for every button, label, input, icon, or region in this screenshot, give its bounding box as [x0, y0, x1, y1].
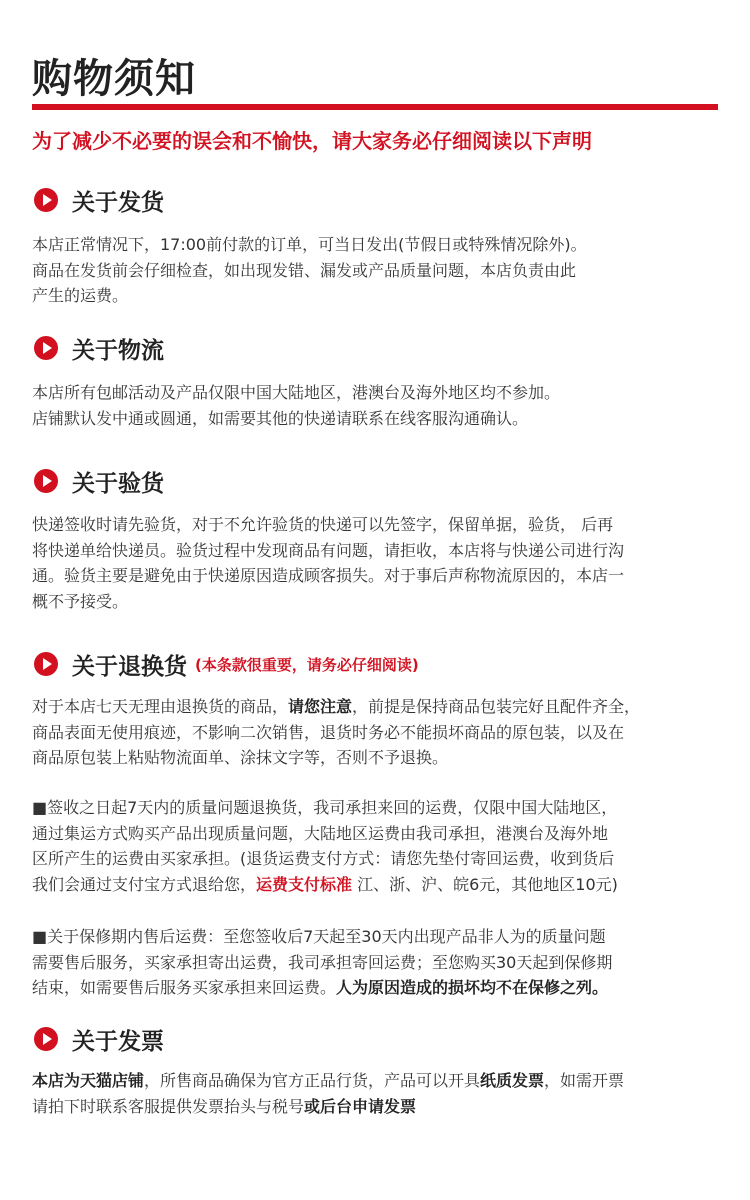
text-line: ■签收之日起7天内的质量问题退换货，我司承担来回的运费，仅限中国大陆地区， — [32, 798, 618, 817]
section-heading-returns — [34, 644, 419, 684]
text-line: 概不予接受。 — [32, 591, 129, 611]
section-heading-inspection — [34, 461, 164, 501]
text-line: 通过集运方式购买产品出现质量问题，大陆地区运费由我司承担，港澳台及海外地 — [32, 823, 609, 843]
page-title: 购物须知 — [32, 56, 196, 102]
text-run: ，如需开票 — [544, 1071, 625, 1090]
section-heading-invoice — [34, 1019, 164, 1059]
text-line: 商品表面无使用痕迹，不影响二次销售，退货时务必不能损坏商品的原包装，以及在 — [32, 722, 625, 742]
text-line — [32, 975, 722, 1001]
section-title: 关于验货 — [72, 470, 164, 497]
section-title: 关于物流 — [72, 337, 164, 364]
text-run: 对于本店七天无理由退换货的商品， — [32, 697, 289, 716]
invoice-text — [32, 1068, 722, 1119]
text-line: 需要售后服务，买家承担寄出运费，我司承担寄回运费；至您购买30天起到保修期 — [32, 952, 613, 972]
emphasis-text: 请您注意 — [288, 697, 353, 716]
text-run: ，所售商品确保为官方正品行货，产品可以开具 — [144, 1071, 481, 1090]
logistics-text — [32, 380, 722, 431]
text-line: 本店所有包邮活动及产品仅限中国大陆地区，港澳台及海外地区均不参加。 — [32, 383, 561, 402]
important-note: (本条款很重要，请务必仔细阅读) — [195, 655, 419, 674]
emphasis-text: 纸质发票 — [480, 1071, 545, 1090]
title-divider — [32, 104, 718, 110]
text-line — [32, 872, 722, 898]
text-line: 店铺默认发中通或圆通，如需要其他的快递请联系在线客服沟通确认。 — [32, 408, 529, 428]
text-line — [32, 1068, 722, 1094]
emphasis-text: 或后台申请发票 — [304, 1096, 417, 1116]
text-line: 通。验货主要是避免由于快递原因造成顾客损失。对于事后声称物流原因的，本店一 — [32, 566, 625, 585]
returns-quality-text — [32, 795, 722, 897]
emphasis-text: 本店为天猫店铺 — [32, 1071, 145, 1090]
text-run: ，前提是保持商品包装完好且配件齐全， — [352, 697, 641, 716]
text-line — [32, 694, 722, 720]
text-line: 将快递单给快递员。验货过程中发现商品有问题，请拒收，本店将与快递公司进行沟 — [32, 540, 625, 560]
text-line: 产生的运费。 — [32, 286, 129, 305]
text-run: 我们会通过支付宝方式退给您， — [32, 874, 257, 894]
play-circle-icon — [34, 652, 58, 676]
section-title: 关于发票 — [72, 1028, 164, 1055]
text-line: 商品在发货前会仔细检查，如出现发错、漏发或产品质量问题，本店负责由此 — [32, 260, 577, 280]
text-run: 结束，如需要售后服务买家承担来回运费。 — [32, 978, 337, 997]
notice-banner: 为了减少不必要的误会和不愉快，请大家务必仔细阅读以下声明 — [32, 129, 592, 153]
text-line: 商品原包装上粘贴物流面单、涂抹文字等，否则不予退换。 — [32, 748, 449, 767]
text-line: 本店正常情况下，17:00前付款的订单，可当日发出(节假日或特殊情况除外)。 — [32, 235, 587, 254]
section-heading-shipping — [34, 180, 164, 220]
section-heading-logistics — [34, 328, 164, 368]
text-line: 区所产生的运费由买家承担。(退货运费支付方式：请您先垫付寄回运费，收到货后 — [32, 849, 615, 868]
text-run: 江、浙、沪、皖6元，其他地区10元) — [352, 874, 618, 894]
play-circle-icon — [34, 1027, 58, 1051]
text-line: ■关于保修期内售后运费：至您签收后7天起至30天内出现产品非人为的质量问题 — [32, 927, 606, 946]
section-title: 关于发货 — [72, 189, 164, 216]
play-circle-icon — [34, 188, 58, 212]
text-line: 快递签收时请先验货，对于不允许验货的快递可以先签字，保留单据，验货， 后再 — [32, 515, 614, 534]
highlight-text: 运费支付标准 — [256, 874, 353, 894]
text-run: 请拍下时联系客服提供发票抬头与税号 — [32, 1096, 305, 1116]
shipping-text — [32, 232, 722, 309]
play-circle-icon — [34, 336, 58, 360]
returns-intro-text — [32, 694, 722, 771]
text-line — [32, 1094, 722, 1120]
play-circle-icon — [34, 469, 58, 493]
inspection-text — [32, 512, 722, 614]
section-title: 关于退换货 — [72, 653, 187, 680]
returns-warranty-text — [32, 924, 722, 1001]
emphasis-text: 人为原因造成的损坏均不在保修之列。 — [336, 978, 609, 997]
